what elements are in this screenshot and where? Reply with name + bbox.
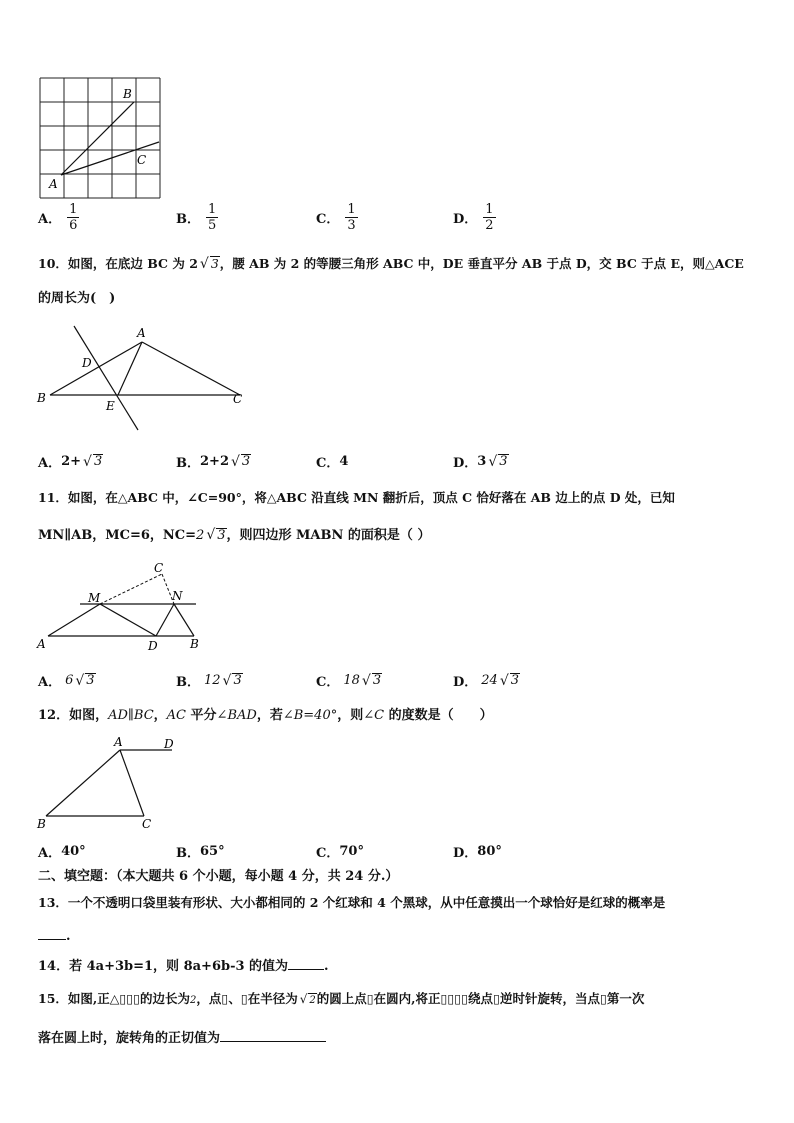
svg-text:B: B: [190, 637, 199, 651]
svg-text:B: B: [37, 391, 46, 405]
q11-stem-line2: MN∥AB，MC=6，NC=2 √ 3，则四边形 MABN 的面积是（ ）: [38, 527, 431, 543]
q11-option-b[interactable]: B． 12 √ 3: [176, 672, 242, 690]
segment-ab: [61, 102, 134, 175]
label-b: B: [123, 87, 132, 101]
svg-text:D: D: [148, 639, 158, 653]
q9-option-c[interactable]: C． $\frac{1}{3}$: [316, 202, 356, 233]
q10-option-c[interactable]: C． 4: [316, 454, 349, 471]
section-2-heading: 二、填空题：（本大题共 6 个小题，每小题 4 分，共 24 分.）: [38, 869, 399, 884]
svg-text:D: D: [82, 356, 92, 370]
q15-stem-line1: 15．如图,正△▯▯▯的边长为2，点▯、▯在半径为 √ 2的圆上点▯在圆内,将正▯▯▯▯绕点▯逆时针旋转，当点▯第一次: [38, 991, 645, 1006]
q10-stem-line1: 10．如图，在底边 BC 为 2 √ 3，腰 AB 为 2 的等腰三角形 ABC 中，DE 垂直平分 AB 于点 D，交 BC 于点 E，则△ACE: [38, 256, 744, 272]
q9-option-b[interactable]: B． $\frac{1}{5}$: [176, 202, 217, 233]
q14-stem: 14．若 4a+3b=1，则 8a+6b-3 的值为 .: [38, 959, 329, 974]
svg-text:C: C: [142, 817, 152, 831]
q9-option-a[interactable]: A． $\frac{1}{6}$: [38, 202, 78, 233]
svg-text:A: A: [114, 735, 123, 749]
q10-option-b[interactable]: B． 2+2 √ 3: [176, 453, 251, 471]
label-a: A: [49, 177, 58, 191]
q11-stem-line1: 11．如图，在△ABC 中，∠C=90°，将△ABC 沿直线 MN 翻折后，顶点 C 恰好落在 AB 边上的点 D 处，已知: [38, 490, 675, 505]
q13-answer-line[interactable]: .: [38, 928, 71, 946]
svg-text:M: M: [88, 591, 101, 605]
q11-option-c[interactable]: C． 18 √ 3: [316, 672, 382, 690]
svg-text:E: E: [106, 399, 115, 413]
q10-triangle-figure: [34, 322, 246, 432]
q11-fold-figure: [34, 560, 210, 656]
q15-answer-blank[interactable]: [220, 1041, 326, 1042]
q10-stem-line2: 的周长为( ): [38, 291, 116, 306]
svg-text:D: D: [164, 737, 174, 751]
q11-option-a[interactable]: A． 6 √ 3: [38, 672, 95, 690]
q12-stem: 12．如图，AD∥BC，AC 平分∠BAD，若∠B=40°，则∠C 的度数是（ ）: [38, 708, 493, 723]
q12-option-d[interactable]: D． 80°: [453, 844, 502, 861]
q10-option-d[interactable]: D． 3 √ 3: [453, 453, 508, 471]
q12-triangle-figure: [34, 734, 184, 832]
q14-answer-blank[interactable]: [288, 969, 324, 970]
svg-text:C: C: [233, 392, 243, 406]
q9-option-d[interactable]: D． $\frac{1}{2}$: [453, 202, 494, 233]
q15-stem-line2: 落在圆上时，旋转角的正切值为: [38, 1030, 326, 1048]
svg-text:A: A: [37, 637, 46, 651]
q11-option-d[interactable]: D． 24 √ 3: [453, 672, 520, 690]
q12-option-a[interactable]: A． 40°: [38, 844, 86, 861]
svg-text:B: B: [37, 817, 46, 831]
q9-grid-figure: [36, 74, 164, 200]
q12-option-b[interactable]: B． 65°: [176, 844, 225, 861]
svg-text:N: N: [172, 589, 183, 603]
svg-text:A: A: [137, 326, 146, 340]
svg-text:C: C: [154, 561, 164, 575]
q13-stem: 13．一个不透明口袋里装有形状、大小都相同的 2 个红球和 4 个黑球，从中任意摸出一个球恰好是红球的概率是: [38, 895, 666, 910]
q10-option-a[interactable]: A． 2+ √ 3: [38, 453, 103, 471]
label-c: C: [137, 153, 147, 167]
q12-option-c[interactable]: C． 70°: [316, 844, 364, 861]
